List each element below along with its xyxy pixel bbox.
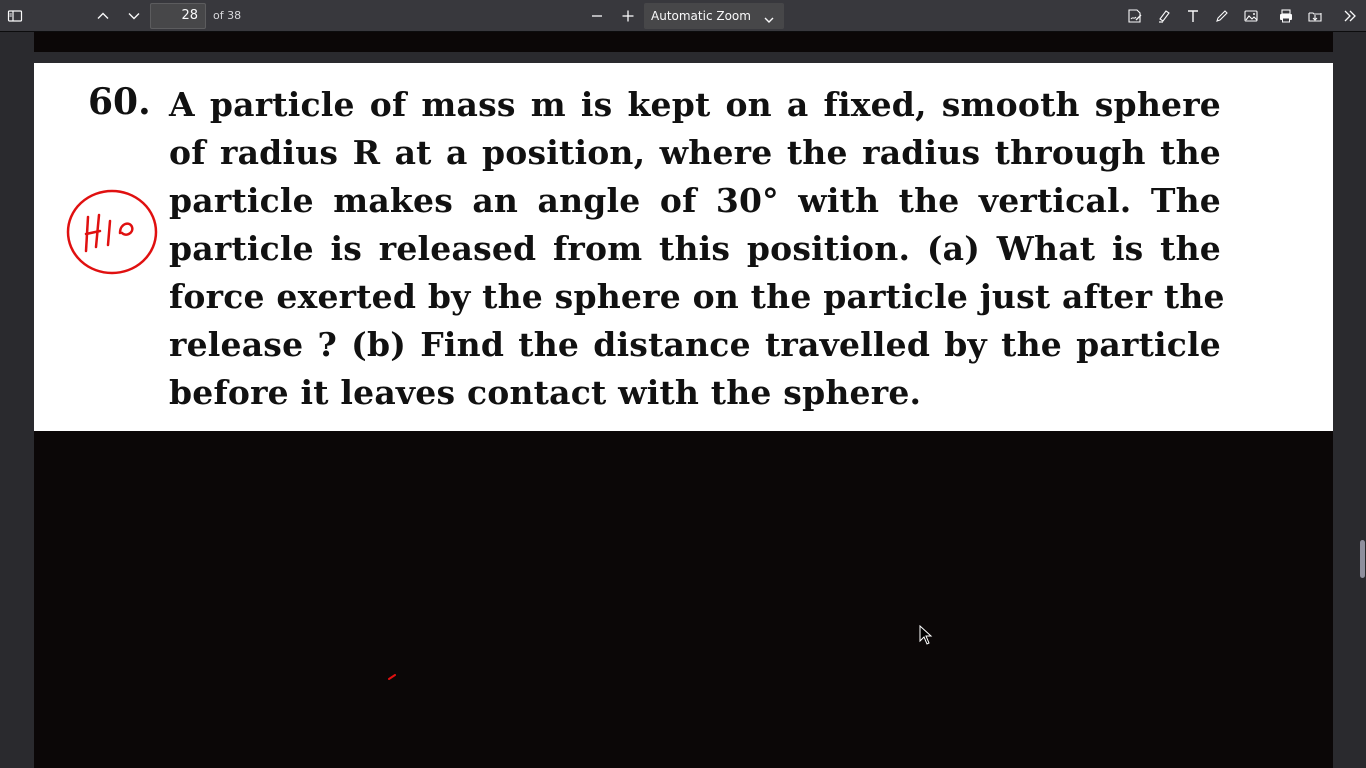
previous-page — [34, 32, 1333, 52]
zoom-value: Automatic Zoom — [651, 9, 751, 23]
question-line: particle is released from this position. (a) What is the — [169, 229, 1221, 268]
plus-icon[interactable] — [616, 4, 640, 28]
question-number: 60. — [88, 81, 151, 123]
zoom-select[interactable] — [644, 3, 784, 29]
question-line: of radius R at a position, where the radius through the — [169, 133, 1221, 172]
chevron-up-icon[interactable] — [91, 4, 115, 28]
mouse-cursor-icon — [919, 625, 933, 645]
highlight-icon[interactable] — [1152, 4, 1176, 28]
pdf-page — [34, 63, 1333, 431]
chevron-down-icon — [763, 10, 775, 34]
question-line: release ? (b) Find the distance travelled by the particle — [169, 325, 1221, 364]
scrollbar[interactable] — [1360, 540, 1365, 578]
save-icon[interactable] — [1303, 4, 1327, 28]
document-viewer[interactable] — [0, 32, 1366, 768]
more-tools-icon[interactable] — [1338, 4, 1362, 28]
sidebar-toggle-icon[interactable] — [3, 4, 27, 28]
question-line: before it leaves contact with the sphere. — [169, 373, 922, 412]
draw-icon[interactable] — [1210, 4, 1234, 28]
question-line: particle makes an angle of 30° with the vertical. The — [169, 181, 1221, 220]
signature-icon[interactable] — [1123, 4, 1147, 28]
page-count-label: of 38 — [213, 9, 242, 22]
question-line: A particle of mass m is kept on a fixed, smooth sphere — [169, 85, 1221, 124]
handwritten-annotation — [64, 187, 160, 277]
text-icon[interactable] — [1181, 4, 1205, 28]
annotation-mark — [388, 665, 396, 671]
blank-page — [34, 431, 1333, 768]
chevron-down-icon[interactable] — [122, 4, 146, 28]
pdf-toolbar — [0, 0, 1366, 32]
page-number-input[interactable]: 28 — [150, 3, 206, 29]
question-line: force exerted by the sphere on the particle just after the — [169, 277, 1225, 316]
minus-icon[interactable] — [585, 4, 609, 28]
image-icon[interactable] — [1239, 4, 1263, 28]
print-icon[interactable] — [1274, 4, 1298, 28]
